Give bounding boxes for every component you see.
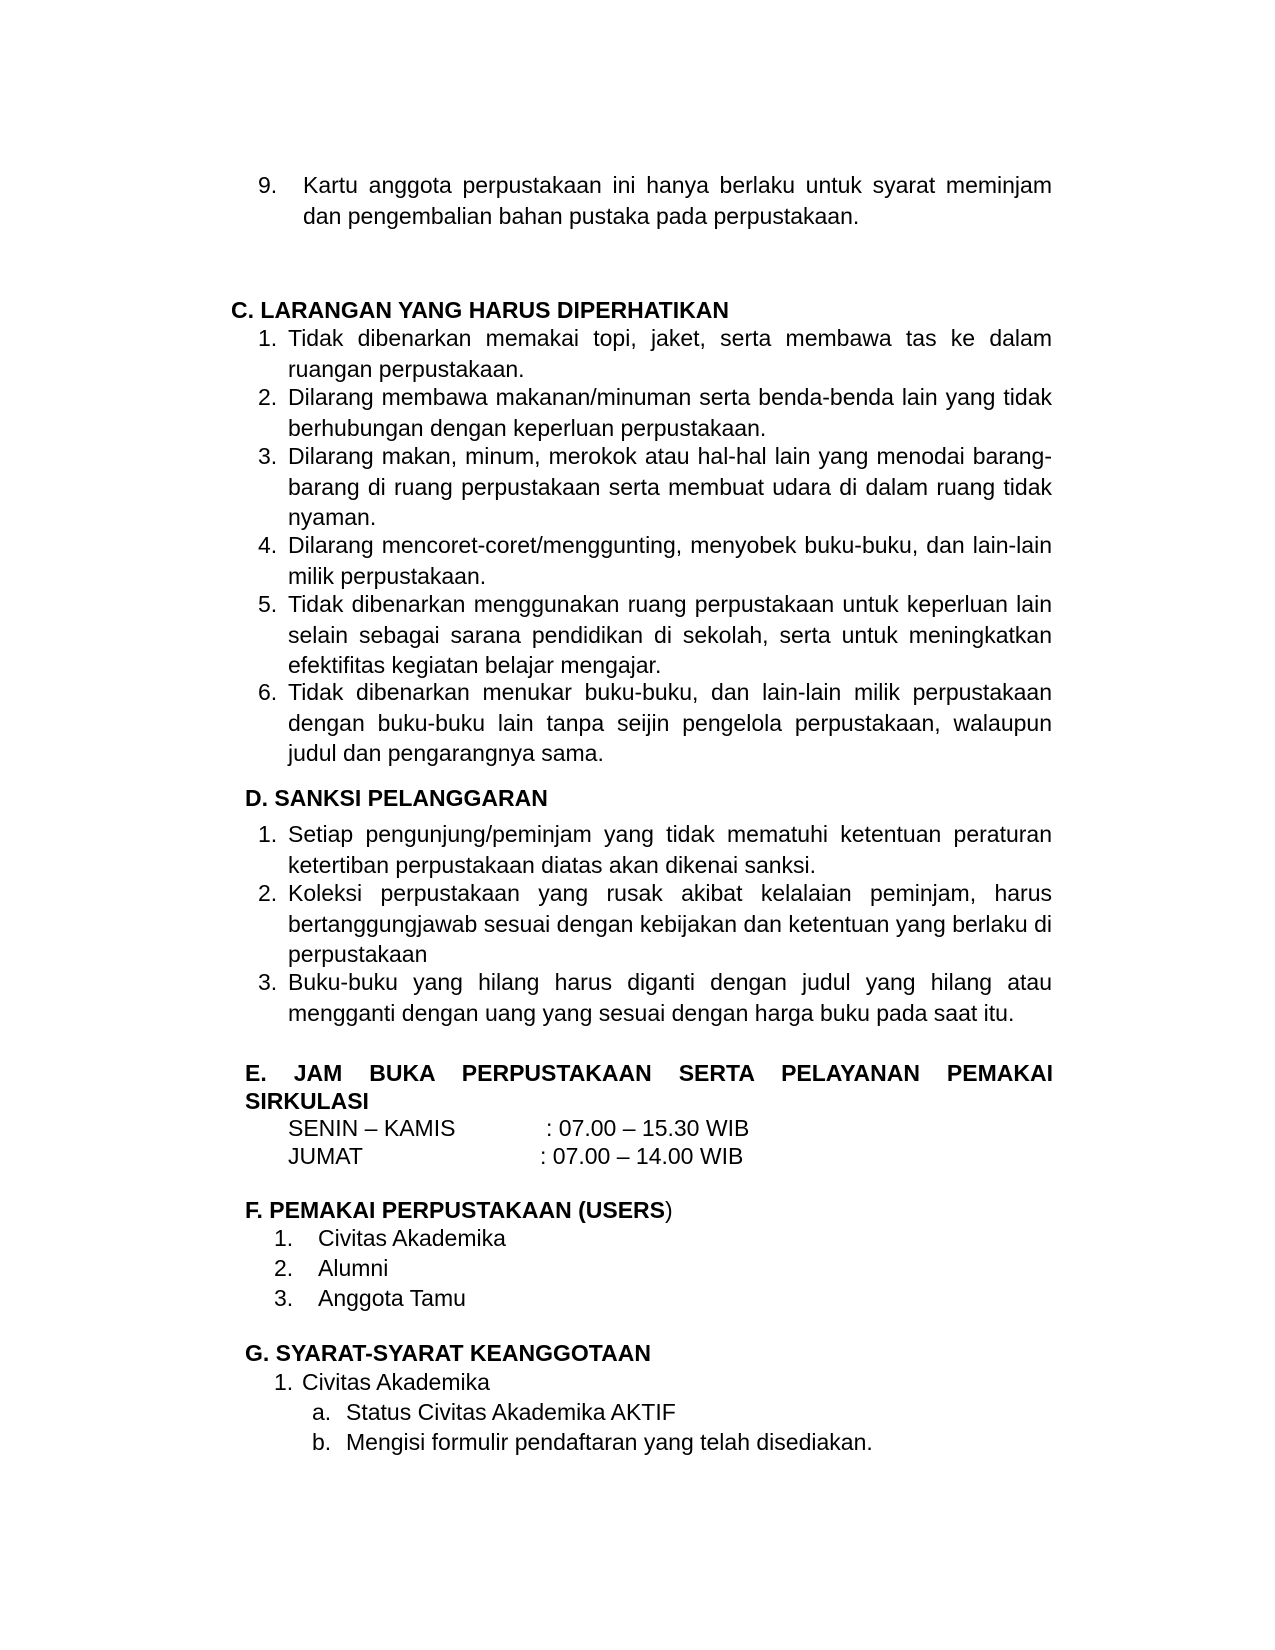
list-text: Dilarang membawa makanan/minuman serta benda-benda lain yang tidak berhubungan dengan keperluan perpustakaan. xyxy=(288,384,1052,441)
section-c-heading: C. LARANGAN YANG HARUS DIPERHATIKAN xyxy=(231,297,729,323)
section-g-heading: G. SYARAT-SYARAT KEANGGOTAAN xyxy=(245,1340,651,1366)
list-text: Setiap pengunjung/peminjam yang tidak mematuhi ketentuan peraturan ketertiban perpustakaan diatas akan dikenai sanksi. xyxy=(288,821,1052,878)
sublist-letter: a. xyxy=(312,1399,332,1425)
hours-time: : 07.00 – 14.00 WIB xyxy=(540,1143,744,1169)
list-number: 2. xyxy=(274,1255,294,1281)
list-item xyxy=(274,1224,293,1252)
list-number: 3. xyxy=(274,1285,294,1311)
list-number: 1. xyxy=(258,325,278,351)
section-e-heading: E. JAM BUKA PERPUSTAKAAN SERTA PELAYANAN PEMAKAI SIRKULASI xyxy=(245,1060,1053,1114)
list-number: 3. xyxy=(258,969,278,995)
list-text: Civitas Akademika xyxy=(302,1369,490,1395)
list-number: 2. xyxy=(258,880,278,906)
sublist-text: Mengisi formulir pendaftaran yang telah disediakan. xyxy=(346,1429,873,1455)
section-f-heading xyxy=(245,1196,673,1224)
list-text: Tidak dibenarkan memakai topi, jaket, serta membawa tas ke dalam ruangan perpustakaan. xyxy=(288,325,1052,382)
sublist-letter: b. xyxy=(312,1429,332,1455)
list-text: Anggota Tamu xyxy=(318,1285,466,1311)
list-text: Dilarang mencoret-coret/menggunting, menyobek buku-buku, dan lain-lain milik perpustakaan. xyxy=(288,532,1052,589)
list-text: Kartu anggota perpustakaan ini hanya berlaku untuk syarat meminjam dan pengembalian bahan pustaka pada perpustakaan. xyxy=(303,172,1052,229)
list-text: Tidak dibenarkan menggunakan ruang perpustakaan untuk keperluan lain selain sebagai sarana pendidikan di sekolah, serta untuk meningkatkan efektifitas kegiatan belajar mengajar. xyxy=(288,591,1052,678)
list-text: Alumni xyxy=(318,1255,389,1281)
list-text: Civitas Akademika xyxy=(318,1225,506,1251)
list-text: Buku-buku yang hilang harus diganti dengan judul yang hilang atau mengganti dengan uang yang sesuai dengan harga buku pada saat itu. xyxy=(288,969,1052,1026)
list-number: 4. xyxy=(258,532,278,558)
list-text: Tidak dibenarkan menukar buku-buku, dan lain-lain milik perpustakaan dengan buku-buku lain tanpa seijin pengelola perpustakaan, walaupun judul dan pengarangnya sama. xyxy=(288,679,1052,766)
list-number: 3. xyxy=(258,443,278,469)
list-number: 6. xyxy=(258,679,278,705)
hours-day: SENIN – KAMIS xyxy=(288,1115,456,1141)
section-d-heading: D. SANKSI PELANGGARAN xyxy=(245,785,548,811)
list-number: 1. xyxy=(258,821,278,847)
list-number: 5. xyxy=(258,591,278,617)
section-f-title-suffix: ) xyxy=(665,1197,673,1223)
list-number: 2. xyxy=(258,384,278,410)
list-item xyxy=(274,1284,293,1312)
list-number: 1. xyxy=(274,1369,294,1395)
list-text: Dilarang makan, minum, merokok atau hal-hal lain yang menodai barang-barang di ruang perpustakaan serta membuat udara di dalam ruang tidak nyaman. xyxy=(288,443,1052,530)
hours-day: JUMAT xyxy=(288,1143,363,1169)
sublist-text: Status Civitas Akademika AKTIF xyxy=(346,1399,676,1425)
list-text: Koleksi perpustakaan yang rusak akibat kelalaian peminjam, harus bertanggungjawab sesuai dengan kebijakan dan ketentuan yang berlaku di perpustakaan xyxy=(288,880,1052,967)
section-f-title: F. PEMAKAI PERPUSTAKAAN (USERS xyxy=(245,1197,665,1223)
list-item xyxy=(274,1254,293,1282)
list-number: 9. xyxy=(258,172,278,198)
list-number: 1. xyxy=(274,1225,294,1251)
hours-time: : 07.00 – 15.30 WIB xyxy=(546,1115,750,1141)
